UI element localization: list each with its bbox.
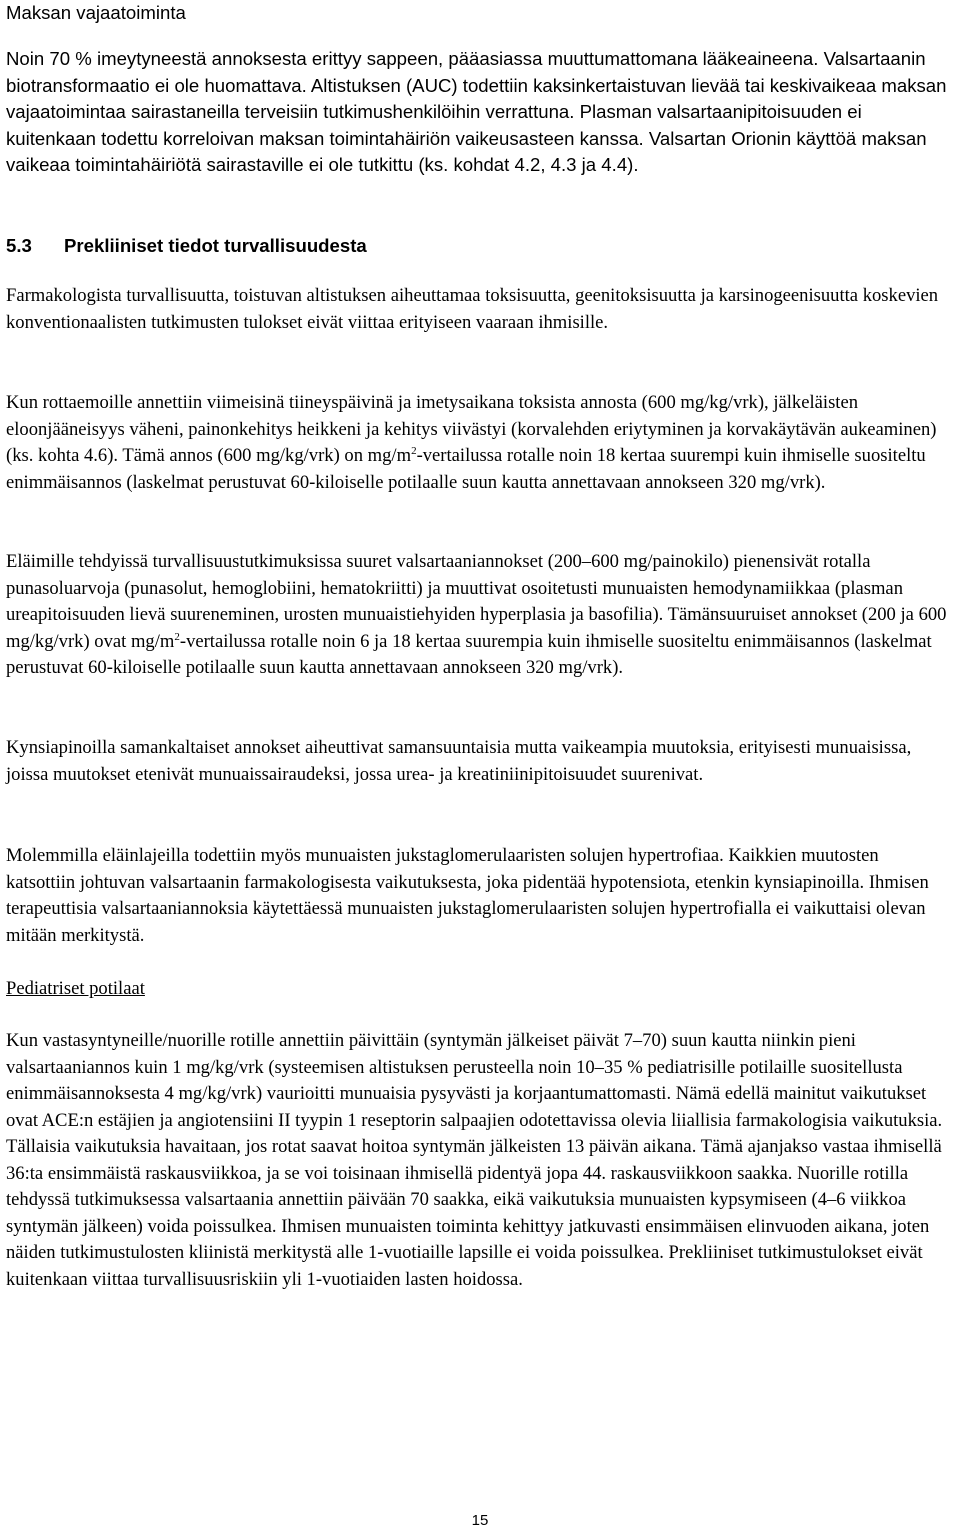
section-number: 5.3 [6, 235, 32, 256]
paragraph-safety-studies [6, 549, 951, 682]
liver-heading: Maksan vajaatoiminta [6, 2, 186, 23]
paragraph-marmosets: Kynsiapinoilla samankaltaiset annokset aiheuttivat samansuuntaisia mutta vaikeampia muutoksia, erityisesti munuaisissa, joissa muutokset etenivät munuaissairaudeksi, jossa urea- ja kreatiniinipitoisuudet suurenivat. [6, 737, 912, 785]
paragraph-both-species: Molemmilla eläinlajeilla todettiin myös munuaisten jukstaglomerulaaristen solujen hypertrofiaa. Kaikkien muutosten katsottiin johtuvan valsartaanin farmakologisesta vaikutuksesta, joka pidentää hypotensiota, etenkin kynsiapinoilla. Ihmisen terapeuttisia valsartaaniannoksia käytettäessä munuaisten jukstaglomerulaaristen solujen hypertrofialla ei vaikuttaisi olevan mitään merkitystä. [6, 845, 929, 946]
section-title: Prekliiniset tiedot turvallisuudesta [64, 235, 367, 256]
liver-paragraph [6, 46, 951, 179]
paragraph-pharmacology: Farmakologista turvallisuutta, toistuvan altistuksen aiheuttamaa toksisuutta, geenitoksisuutta ja karsinogeenisuutta koskevien konventionaalisten tutkimusten tulokset eivät viittaa erityiseen vaaraan ihmisille. [6, 285, 939, 333]
paragraph-rat-pregnancy [6, 390, 958, 496]
section-heading [6, 233, 367, 260]
paragraph-rat-pregnancy-text: Kun rottaemoille annettiin viimeisinä tiineyspäivinä ja imetysaikana toksista annosta (600 mg/kg/vrk), jälkeläisten eloonjääneisyys väheni, painonkehitys heikkeni ja kehitys viivästyi (korvalehden eriytyminen ja korvakäytävän aukeaminen) (ks. kohta 4.6). Tämä annos (600 mg/kg/vrk) on mg/m [6, 392, 937, 466]
paragraph-safety-studies-text: Eläimille tehdyissä turvallisuustutkimuksissa suuret valsartaaniannokset (200–600 mg/painokilo) pienensivät rotalla punasoluarvoja (punasolut, hemoglobiini, hematokriitti) ja muuttivat osoitetusti munuaisten hemodynamiikkaa (plasman ureapitoisuuden lievä suureneminen, urosten munuaistiehyiden hyperplasia ja basofilia). Tämänsuuruiset annokset (200 ja 600 mg/kg/vrk) ovat mg/m [6, 551, 947, 652]
liver-paragraph-part-1: Noin 70 % imeytyneestä annoksesta erittyy sappeen, pääasiassa muuttumattomana lääkeaineena. Valsartaanin biotransformaatio ei ole huomattava. Altistuksen (AUC) todettiin kaksinkertaistuvan lievää tai keskivaikeaa maksan vajaatoimintaa sairastaneilla terveisiin tutkimushenkilöihin verrattuna. [6, 48, 947, 122]
pediatric-heading: Pediatriset potilaat [6, 978, 145, 999]
superscript: 2 [411, 444, 417, 457]
paragraph-pediatric: Kun vastasyntyneille/nuorille rotille annettiin päivittäin (syntymän jälkeiset päivät 7–70) suun kautta niinkin pieni valsartaaniannos kuin 1 mg/kg/vrk (systeemisen altistuksen perusteella noin 10–35 % pediatrisille potilaille suositellusta enimmäisannoksesta 4 mg/kg/vrk) vaurioitti munuaisia pysyvästi ja korjaantumattomasti. Nämä edellä mainitut vaikutukset ovat ACE:n estäjien ja angiotensiini II tyypin 1 reseptorin salpaajien odotettavissa olevia liiallisia farmakologisia vaikutuksia. Tällaisia vaikutuksia havaitaan, jos rotat saavat hoitoa syntymän jälkeisten 13 päivän aikana. Tämä ajanjakso vastaa ihmisellä 36:ta ensimmäistä raskausviikkoa, ja se voi toisinaan ihmisellä pidentyä jopa 44. raskausviikkoon saakka. Nuorille rotilla tehdyssä tutkimuksessa valsartaania annettiin päivään 70 saakka, eikä vaikutuksia munuaisten kypsymiseen (4–6 viikkoa syntymän jälkeen) voida poissulkea. Ihmisen munuaisten toiminta kehittyy jatkuvasti ensimmäisen elinvuoden aikana, joten näiden tutkimustulosten kliinistä merkitystä alle 1-vuotiaille lapsille ei voida poissulkea. Prekliiniset tutkimustulokset eivät kuitenkaan viittaa turvallisuusriskiin yli 1-vuotiaiden lasten hoidossa. [6, 1030, 943, 1290]
paragraph-safety-studies-text-cont: -vertailussa rotalle noin 6 ja 18 kertaa suurempia kuin ihmiselle suositeltu enimmäisannos (laskelmat perustuvat 60-kiloiselle potilaalle suun kautta annettavaan annokseen 320 mg/vrk). [6, 630, 932, 678]
liver-paragraph-part-2: Plasman valsartaanipitoisuuden ei kuitenkaan todettu korreloivan maksan toimintahäiriön vaikeusasteen kanssa. Valsartan Orionin käyttöä maksan vaikeaa toimintahäiriötä sairastaville ei ole tutkittu (ks. kohdat 4.2, 4.3 ja 4.4). [6, 101, 927, 175]
paragraph-rat-pregnancy-text-cont: -vertailussa rotalle noin 18 kertaa suurempi kuin ihmiselle suositeltu enimmäisannos (laskelmat perustuvat 60-kiloiselle potilaalle suun kautta annettavaan annokseen 320 mg/vrk). [6, 445, 926, 493]
superscript: 2 [174, 630, 180, 643]
page-number: 15 [471, 1512, 489, 1529]
